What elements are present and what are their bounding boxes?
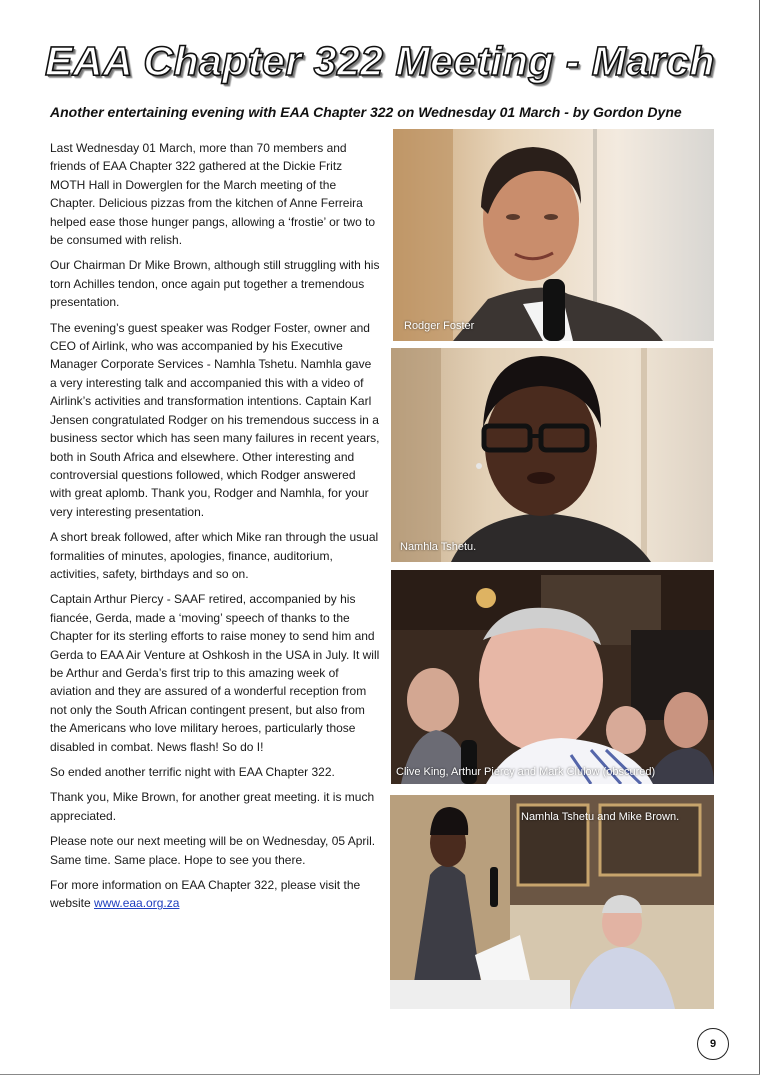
closing-text: For more information on EAA Chapter 322, please visit the website [50, 878, 361, 911]
photo-namhla-and-mike [390, 795, 714, 1009]
article-body [50, 139, 380, 920]
photo-namhla-tshetu-image [391, 348, 713, 562]
paragraph: Please note our next meeting will be on Wednesday, 05 April. Same time. Same place. Hope to see you there. [50, 834, 376, 867]
photo-caption: Clive King, Arthur Piercy and Mark Clulow (obscured) [396, 766, 656, 778]
photo-arthur-piercy [391, 570, 714, 784]
paragraph: Last Wednesday 01 March, more than 70 members and friends of EAA Chapter 322 gathered at the Dickie Fritz MOTH Hall in Dowerglen for the March meeting of the Chapter. Delicious pizzas from the kitchen of Anne Ferreira helped ease those hunger pangs, allowing a ‘frostie’ or two to be consumed with relish. [50, 141, 376, 248]
photo-namhla-tshetu [391, 348, 713, 562]
photo-caption: Namhla Tshetu and Mike Brown. [521, 811, 680, 823]
website-link[interactable]: www.eaa.org.za [94, 896, 180, 911]
paragraph: Thank you, Mike Brown, for another great meeting. it is much appreciated. [50, 790, 375, 823]
paragraph: So ended another terrific night with EAA Chapter 322. [50, 765, 335, 779]
photo-caption: Rodger Foster [404, 320, 475, 332]
photo-caption: Namhla Tshetu. [400, 541, 477, 553]
photo-rodger-foster-image [393, 129, 714, 341]
photo-rodger-foster [393, 129, 714, 341]
page-title: EAA Chapter 322 Meeting - March [44, 38, 716, 84]
article-subtitle: Another entertaining evening with EAA Chapter 322 on Wednesday 01 March - by Gordon Dyne [50, 104, 682, 120]
photo-namhla-and-mike-image [390, 795, 714, 1009]
paragraph: The evening’s guest speaker was Rodger Foster, owner and CEO of Airlink, who was accompanied by his Executive Manager Corporate Services - Namhla Tshetu. Namhla gave a very interesting talk and accompanied this with a video of Airlink’s activities and transformation intentions. Captain Karl Jensen congratulated Rodger on his tremendous success in a business sector which has seen many failures in recent years, both in South Africa and elsewhere. Other interesting and controversial questions followed, which Rodger answered with great aplomb. Thank you, Rodger and Namhla, for your very interesting presentation. [50, 320, 380, 519]
page-number: 9 [697, 1028, 729, 1060]
paragraph: Our Chairman Dr Mike Brown, although still struggling with his torn Achilles tendon, once again put together a tremendous presentation. [50, 258, 380, 310]
paragraph: A short break followed, after which Mike ran through the usual formalities of minutes, apologies, finance, auditorium, activities, safety, birthdays and so on. [50, 530, 379, 581]
closing-paragraph [50, 876, 380, 913]
photo-arthur-piercy-image [391, 570, 714, 784]
paragraph: Captain Arthur Piercy - SAAF retired, accompanied by his fiancée, Gerda, made a ‘moving’ speech of thanks to the Chapter for its sterling efforts to raise money to send him and Gerda to EAA Air Venture at Oshkosh in the USA in July. It will be Arthur and Gerda’s first trip to this amazing week of aviation and they are assured of a wonderful reception from not only the South African contingent present, but also from the Americans who love military heroes, particularly those disabled in combat. News flash! So do I! [50, 592, 380, 754]
